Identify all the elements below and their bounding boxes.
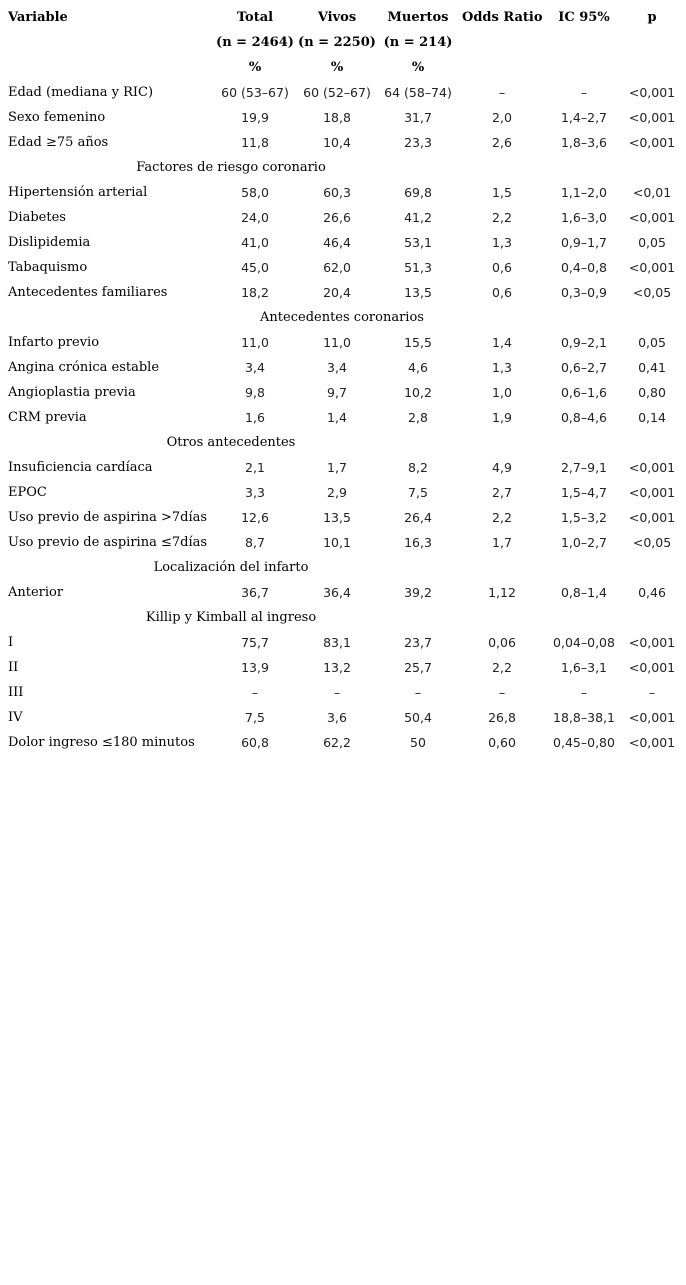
cell-muertos: – — [414, 685, 422, 700]
cell-vivos: 1,4 — [327, 410, 347, 425]
cell-odds-ratio: 2,0 — [492, 110, 512, 125]
cell-p: <0,001 — [628, 660, 676, 675]
cell-total: – — [251, 685, 259, 700]
cell-total: 24,0 — [241, 210, 269, 225]
cell-vivos: 10,1 — [323, 535, 351, 550]
section-title: Antecedentes coronarios — [260, 310, 424, 325]
cell-variable: Dolor ingreso ≤180 minutos — [8, 735, 195, 750]
cell-total: 41,0 — [241, 235, 269, 250]
cell-odds-ratio: 1,5 — [492, 185, 512, 200]
cell-total: 11,8 — [241, 135, 269, 150]
cell-muertos: 53,1 — [404, 235, 432, 250]
section-title: Otros antecedentes — [166, 435, 296, 450]
cell-p: <0,001 — [628, 260, 676, 275]
cell-variable: Infarto previo — [8, 335, 100, 350]
cell-total: 60 (53–67) — [221, 85, 289, 100]
cell-total: 58,0 — [241, 185, 269, 200]
cell-odds-ratio: 0,06 — [488, 635, 516, 650]
section-title: Localización del infarto — [153, 560, 309, 575]
section-header-row — [0, 555, 686, 580]
cell-muertos: 2,8 — [408, 410, 428, 425]
cell-p: <0,001 — [628, 210, 676, 225]
cell-muertos: 23,3 — [404, 135, 432, 150]
cell-muertos: 64 (58–74) — [384, 85, 452, 100]
cell-ic95: 0,04–0,08 — [553, 635, 615, 650]
section-header-row — [0, 430, 686, 455]
cell-total: 9,8 — [245, 385, 265, 400]
table-row — [0, 380, 686, 405]
table-row — [0, 505, 686, 530]
cell-odds-ratio: 2,2 — [492, 210, 512, 225]
cell-muertos: 8,2 — [408, 460, 428, 475]
cell-total: 13,9 — [241, 660, 269, 675]
cell-muertos: 50,4 — [404, 710, 432, 725]
cell-ic95: – — [580, 85, 588, 100]
table-row — [0, 655, 686, 680]
cell-muertos: 15,5 — [404, 335, 432, 350]
cell-vivos: 62,2 — [323, 735, 351, 750]
cell-odds-ratio: 4,9 — [492, 460, 512, 475]
cell-odds-ratio: 0,60 — [488, 735, 516, 750]
table-row — [0, 730, 686, 755]
cell-ic95: 1,4–2,7 — [560, 110, 607, 125]
cell-variable: Antecedentes familiares — [8, 285, 168, 300]
cell-p: <0,05 — [632, 535, 672, 550]
subheader-muertos-n: (n = 214) — [383, 35, 453, 50]
cell-variable: Edad ≥75 años — [8, 135, 109, 150]
cell-ic95: – — [580, 685, 588, 700]
cell-vivos: 36,4 — [323, 585, 351, 600]
cell-odds-ratio: 2,2 — [492, 510, 512, 525]
cell-variable: I — [8, 635, 14, 650]
table-row — [0, 530, 686, 555]
cell-ic95: 1,5–3,2 — [560, 510, 607, 525]
cell-muertos: 25,7 — [404, 660, 432, 675]
cell-p: <0,001 — [628, 485, 676, 500]
cell-vivos: 9,7 — [327, 385, 347, 400]
cell-vivos: 20,4 — [323, 285, 351, 300]
cell-ic95: 0,9–1,7 — [560, 235, 607, 250]
cell-odds-ratio: 1,7 — [492, 535, 512, 550]
cell-variable: Uso previo de aspirina ≤7días — [8, 535, 208, 550]
cell-ic95: 1,8–3,6 — [560, 135, 607, 150]
cell-variable: Sexo femenino — [8, 110, 106, 125]
cell-ic95: 1,1–2,0 — [560, 185, 607, 200]
cell-total: 3,4 — [245, 360, 265, 375]
cell-muertos: 39,2 — [404, 585, 432, 600]
cell-variable: EPOC — [8, 485, 47, 500]
cell-variable: Dislipidemia — [8, 235, 91, 250]
cell-variable: Anterior — [8, 585, 64, 600]
cell-ic95: 0,8–4,6 — [560, 410, 607, 425]
cell-ic95: 0,3–0,9 — [560, 285, 607, 300]
cell-muertos: 50 — [410, 735, 426, 750]
cell-p: 0,05 — [638, 235, 666, 250]
cell-total: 1,6 — [245, 410, 265, 425]
table-row — [0, 455, 686, 480]
table-row — [0, 630, 686, 655]
cell-total: 12,6 — [241, 510, 269, 525]
table-row — [0, 705, 686, 730]
cell-total: 19,9 — [241, 110, 269, 125]
cell-ic95: 1,6–3,1 — [560, 660, 607, 675]
cell-p: <0,001 — [628, 460, 676, 475]
cell-p: 0,80 — [638, 385, 666, 400]
section-header-row — [0, 605, 686, 630]
header-ic95: IC 95% — [558, 10, 610, 25]
cell-vivos: 10,4 — [323, 135, 351, 150]
cell-muertos: 16,3 — [404, 535, 432, 550]
cell-vivos: 11,0 — [323, 335, 351, 350]
table-row — [0, 105, 686, 130]
table-row — [0, 230, 686, 255]
cell-p: <0,001 — [628, 635, 676, 650]
section-title: Factores de riesgo coronario — [136, 160, 326, 175]
table-body — [0, 80, 686, 755]
cell-odds-ratio: 2,6 — [492, 135, 512, 150]
unit-total: % — [248, 60, 262, 75]
cell-ic95: 0,6–1,6 — [560, 385, 607, 400]
cell-p: 0,46 — [638, 585, 666, 600]
cell-total: 36,7 — [241, 585, 269, 600]
cell-variable: CRM previa — [8, 410, 87, 425]
cell-odds-ratio: 1,9 — [492, 410, 512, 425]
cell-total: 2,1 — [245, 460, 265, 475]
cell-vivos: 2,9 — [327, 485, 347, 500]
cell-p: <0,001 — [628, 135, 676, 150]
cell-variable: Edad (mediana y RIC) — [8, 85, 154, 100]
cell-variable: Hipertensión arterial — [8, 185, 148, 200]
cell-p: <0,001 — [628, 710, 676, 725]
table-row — [0, 405, 686, 430]
cell-vivos: 60,3 — [323, 185, 351, 200]
cell-ic95: 1,5–4,7 — [560, 485, 607, 500]
section-title: Killip y Kimball al ingreso — [145, 610, 317, 625]
cell-total: 3,3 — [245, 485, 265, 500]
header-vivos: Vivos — [317, 10, 357, 25]
cell-variable: III — [8, 685, 24, 700]
table-row — [0, 330, 686, 355]
cell-vivos: 62,0 — [323, 260, 351, 275]
cell-odds-ratio: 2,2 — [492, 660, 512, 675]
units-row — [0, 55, 686, 80]
cell-vivos: 3,4 — [327, 360, 347, 375]
cell-total: 60,8 — [241, 735, 269, 750]
cell-odds-ratio: – — [498, 685, 506, 700]
cell-variable: Insuficiencia cardíaca — [8, 460, 153, 475]
cell-ic95: 0,8–1,4 — [560, 585, 607, 600]
header-muertos: Muertos — [387, 10, 449, 25]
cell-muertos: 10,2 — [404, 385, 432, 400]
cell-p: – — [648, 685, 656, 700]
cell-total: 11,0 — [241, 335, 269, 350]
cell-ic95: 1,0–2,7 — [560, 535, 607, 550]
cell-vivos: 46,4 — [323, 235, 351, 250]
section-header-row — [0, 155, 686, 180]
unit-muertos: % — [411, 60, 425, 75]
header-odds-ratio: Odds Ratio — [462, 10, 543, 25]
clinical-characteristics-table — [0, 5, 686, 755]
cell-muertos: 23,7 — [404, 635, 432, 650]
cell-p: <0,001 — [628, 110, 676, 125]
cell-p: <0,01 — [632, 185, 672, 200]
cell-total: 8,7 — [245, 535, 265, 550]
cell-muertos: 7,5 — [408, 485, 428, 500]
cell-ic95: 18,8–38,1 — [553, 710, 615, 725]
cell-ic95: 0,45–0,80 — [553, 735, 615, 750]
table-row — [0, 255, 686, 280]
section-header-row — [0, 305, 686, 330]
cell-ic95: 0,9–2,1 — [560, 335, 607, 350]
subheader-vivos-n: (n = 2250) — [298, 35, 376, 50]
header-p: p — [647, 10, 657, 25]
unit-vivos: % — [330, 60, 344, 75]
cell-odds-ratio: 1,3 — [492, 235, 512, 250]
cell-muertos: 51,3 — [404, 260, 432, 275]
cell-variable: IV — [8, 710, 23, 725]
cell-odds-ratio: 0,6 — [492, 260, 512, 275]
cell-odds-ratio: 1,0 — [492, 385, 512, 400]
cell-p: <0,001 — [628, 510, 676, 525]
cell-muertos: 41,2 — [404, 210, 432, 225]
cell-vivos: 83,1 — [323, 635, 351, 650]
subheader-row — [0, 30, 686, 55]
cell-odds-ratio: 2,7 — [492, 485, 512, 500]
cell-muertos: 4,6 — [408, 360, 428, 375]
cell-total: 7,5 — [245, 710, 265, 725]
cell-variable: Uso previo de aspirina >7días — [8, 510, 208, 525]
cell-ic95: 0,4–0,8 — [560, 260, 607, 275]
cell-p: 0,41 — [638, 360, 666, 375]
table-row — [0, 180, 686, 205]
cell-total: 18,2 — [241, 285, 269, 300]
cell-odds-ratio: 1,3 — [492, 360, 512, 375]
header-total: Total — [236, 10, 274, 25]
cell-variable: II — [8, 660, 19, 675]
subheader-total-n: (n = 2464) — [216, 35, 294, 50]
table-row — [0, 205, 686, 230]
cell-p: 0,05 — [638, 335, 666, 350]
header-variable: Variable — [8, 10, 68, 25]
cell-variable: Angina crónica estable — [8, 360, 160, 375]
cell-vivos: 60 (52–67) — [303, 85, 371, 100]
cell-muertos: 31,7 — [404, 110, 432, 125]
table-row — [0, 480, 686, 505]
cell-odds-ratio: 0,6 — [492, 285, 512, 300]
cell-odds-ratio: 1,4 — [492, 335, 512, 350]
cell-odds-ratio: – — [498, 85, 506, 100]
cell-vivos: – — [333, 685, 341, 700]
cell-muertos: 69,8 — [404, 185, 432, 200]
cell-vivos: 3,6 — [327, 710, 347, 725]
cell-total: 45,0 — [241, 260, 269, 275]
table-row — [0, 355, 686, 380]
cell-ic95: 1,6–3,0 — [560, 210, 607, 225]
cell-ic95: 0,6–2,7 — [560, 360, 607, 375]
cell-odds-ratio: 1,12 — [488, 585, 516, 600]
cell-p: <0,001 — [628, 85, 676, 100]
cell-p: 0,14 — [638, 410, 666, 425]
cell-variable: Tabaquismo — [8, 260, 88, 275]
table-row — [0, 580, 686, 605]
cell-variable: Angioplastia previa — [8, 385, 136, 400]
cell-vivos: 18,8 — [323, 110, 351, 125]
table-row — [0, 80, 686, 105]
cell-total: 75,7 — [241, 635, 269, 650]
cell-p: <0,05 — [632, 285, 672, 300]
cell-p: <0,001 — [628, 735, 676, 750]
cell-vivos: 1,7 — [327, 460, 347, 475]
cell-vivos: 26,6 — [323, 210, 351, 225]
table-row — [0, 680, 686, 705]
header-row — [0, 5, 686, 30]
cell-vivos: 13,2 — [323, 660, 351, 675]
cell-variable: Diabetes — [8, 210, 66, 225]
cell-ic95: 2,7–9,1 — [560, 460, 607, 475]
cell-odds-ratio: 26,8 — [488, 710, 516, 725]
cell-vivos: 13,5 — [323, 510, 351, 525]
table-row — [0, 280, 686, 305]
cell-muertos: 26,4 — [404, 510, 432, 525]
cell-muertos: 13,5 — [404, 285, 432, 300]
table-row — [0, 130, 686, 155]
